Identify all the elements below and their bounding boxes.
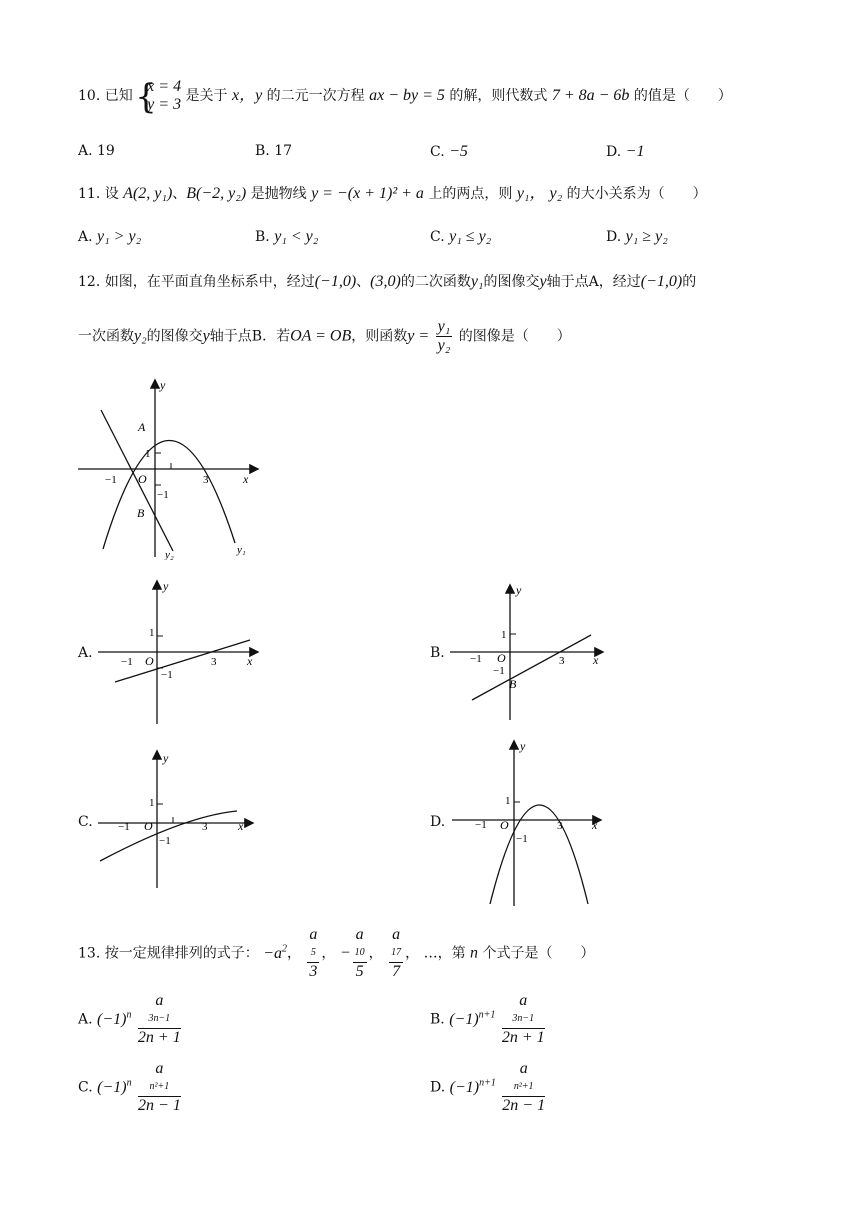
svg-text:y: y bbox=[163, 579, 169, 593]
q10-equation: ax − by = 5 bbox=[369, 87, 445, 104]
fig-three-label: 3 bbox=[203, 474, 209, 486]
svg-text:O: O bbox=[497, 651, 506, 665]
q10-vars: x，y bbox=[231, 87, 263, 104]
q13-option-d[interactable]: D. $(-1)^{n+1}$ a n²+1 2n − 1 bbox=[430, 1060, 546, 1114]
fig-b-label: B bbox=[137, 506, 145, 520]
svg-text:3: 3 bbox=[557, 820, 563, 832]
q13-option-a[interactable]: A. $(-1)^n$ a 3n−1 2n + 1 bbox=[78, 992, 181, 1046]
q11-parabola: y = −(x + 1)² + a bbox=[311, 185, 424, 202]
q12-condition: OA = OB bbox=[290, 327, 352, 345]
svg-text:y: y bbox=[516, 583, 522, 597]
q11-option-d[interactable]: D. y₁ ≥ y₂ bbox=[606, 228, 668, 245]
fig-neg-one-y-label: −1 bbox=[157, 489, 169, 501]
q10-option-b[interactable]: B. 17 bbox=[255, 143, 293, 159]
q10-mid2: 的二元一次方程 bbox=[266, 88, 365, 104]
q12-stem-line1: 12. 如图，在平面直角坐标系中，经过(−1,0)、(3,0)的二次函数y₁的图像交y轴于点A，经过(−1,0)的 bbox=[78, 273, 697, 290]
q10-mid3: 的解，则代数式 bbox=[449, 88, 548, 104]
q12-option-d-label[interactable]: D. bbox=[430, 814, 446, 830]
svg-text:3: 3 bbox=[559, 655, 565, 667]
q11-intro: 设 bbox=[104, 186, 119, 202]
svg-text:−1: −1 bbox=[493, 665, 505, 677]
q10-system: { x = 4 y = 3 bbox=[135, 77, 182, 117]
q10-mid: 是关于 bbox=[185, 88, 228, 104]
q10-option-c[interactable]: C. −5 bbox=[430, 143, 468, 160]
q10-system-eq1: x = 4 bbox=[147, 78, 182, 95]
q11-tail: 的大小关系为（ ） bbox=[566, 186, 707, 202]
q12-option-c-label[interactable]: C. bbox=[78, 814, 93, 830]
svg-text:O: O bbox=[144, 819, 153, 833]
fig-a-label: A bbox=[138, 420, 146, 434]
q10-option-a[interactable]: A. 19 bbox=[78, 143, 115, 159]
svg-text:x: x bbox=[238, 819, 244, 833]
svg-text:y: y bbox=[520, 739, 526, 753]
fig-one-label: 1 bbox=[145, 448, 151, 460]
q13-term-2: a 5 3 bbox=[309, 926, 318, 980]
fig-x-label: x bbox=[243, 472, 249, 486]
q11-point-a: A(2, y₁) bbox=[123, 185, 173, 202]
svg-text:x: x bbox=[592, 818, 598, 832]
fig-y-label: y bbox=[160, 378, 166, 392]
q13-term-1: $-a^2$ bbox=[263, 943, 287, 962]
svg-text:3: 3 bbox=[211, 656, 217, 668]
q11-option-c[interactable]: C. y₁ ≤ y₂ bbox=[430, 228, 492, 245]
svg-text:−1: −1 bbox=[475, 819, 487, 831]
svg-text:O: O bbox=[500, 818, 509, 832]
q11-number: 11. bbox=[78, 186, 101, 202]
svg-text:1: 1 bbox=[149, 627, 155, 639]
q11-point-b: B(−2, y₂) bbox=[186, 185, 247, 202]
q13-term-4: a 17 7 bbox=[391, 926, 402, 980]
svg-text:−1: −1 bbox=[159, 835, 171, 847]
q10-intro: 已知 bbox=[104, 88, 133, 104]
q11-stem: 11. 设 A(2, y₁)、B(−2, y₂) 是抛物线 y = −(x + 1)² + a 上的两点，则 y₁， y₂ 的大小关系为（ ） bbox=[78, 185, 707, 202]
svg-text:−1: −1 bbox=[161, 669, 173, 681]
svg-text:y: y bbox=[163, 751, 169, 765]
q13-term-3: a 10 5 bbox=[354, 926, 365, 980]
svg-text:−1: −1 bbox=[470, 653, 482, 665]
fig-o-label: O bbox=[138, 472, 147, 486]
q12-option-c-graph[interactable] bbox=[95, 748, 260, 890]
q13-number: 13. bbox=[78, 945, 101, 962]
svg-text:1: 1 bbox=[505, 795, 511, 807]
fig-y2-label: y₂ bbox=[165, 549, 174, 560]
q12-number: 12. bbox=[78, 274, 101, 290]
svg-text:−1: −1 bbox=[118, 821, 130, 833]
q10-tail: 的值是（ ） bbox=[633, 88, 732, 104]
q13-stem: 13. 按一定规律排列的式子： $-a^2$， a 5 3 ， − a 10 5 ， a 17 7 ， …，第 n 个式子是（ ） bbox=[78, 926, 595, 980]
svg-text:x: x bbox=[247, 654, 253, 668]
q11-option-a[interactable]: A. y₁ > y₂ bbox=[78, 228, 142, 245]
fig-neg-one-x-label: −1 bbox=[105, 474, 117, 486]
svg-text:O: O bbox=[145, 654, 154, 668]
q12-option-d-graph[interactable] bbox=[448, 738, 608, 908]
q11-option-b[interactable]: B. y₁ < y₂ bbox=[255, 228, 319, 245]
svg-text:−1: −1 bbox=[516, 833, 528, 845]
svg-text:−1: −1 bbox=[121, 656, 133, 668]
q10-option-d[interactable]: D. −1 bbox=[606, 143, 645, 160]
q12-option-a-label[interactable]: A. bbox=[78, 645, 93, 661]
q10-number: 10. bbox=[78, 88, 101, 104]
q12-option-b-label[interactable]: B. bbox=[430, 645, 445, 661]
q10-expression: 7 + 8a − 6b bbox=[551, 87, 630, 104]
fig-y1-label: y₁ bbox=[237, 544, 246, 556]
q10-stem bbox=[78, 77, 732, 117]
q12-option-a-graph[interactable] bbox=[95, 578, 265, 726]
q12-function-fraction: $\frac{\text{y₁}}{\text{y₂}}$ bbox=[437, 318, 451, 354]
q13-option-b[interactable]: B. $(-1)^{n+1}$ a 3n−1 2n + 1 bbox=[430, 992, 545, 1046]
svg-text:3: 3 bbox=[202, 821, 208, 833]
q10-system-eq2: y = 3 bbox=[147, 96, 182, 113]
svg-text:1: 1 bbox=[149, 797, 155, 809]
q11-mid2: 上的两点，则 bbox=[428, 186, 513, 202]
svg-text:x: x bbox=[593, 653, 599, 667]
svg-text:1: 1 bbox=[501, 629, 507, 641]
q13-option-c[interactable]: C. $(-1)^n$ a n²+1 2n − 1 bbox=[78, 1060, 181, 1114]
q11-mid: 是抛物线 bbox=[250, 186, 307, 202]
q12-main-figure bbox=[75, 375, 265, 560]
q12-option-b-graph[interactable] bbox=[445, 582, 610, 722]
svg-text:B: B bbox=[509, 677, 517, 691]
q11-vars: y₁， y₂ bbox=[516, 185, 563, 202]
q12-stem-line2: 一次函数y₂的图像交y轴于点B．若OA = OB，则函数y = $\frac{\text{y₁}}{\text{y₂}}$ 的图像是（ ） bbox=[78, 318, 571, 354]
